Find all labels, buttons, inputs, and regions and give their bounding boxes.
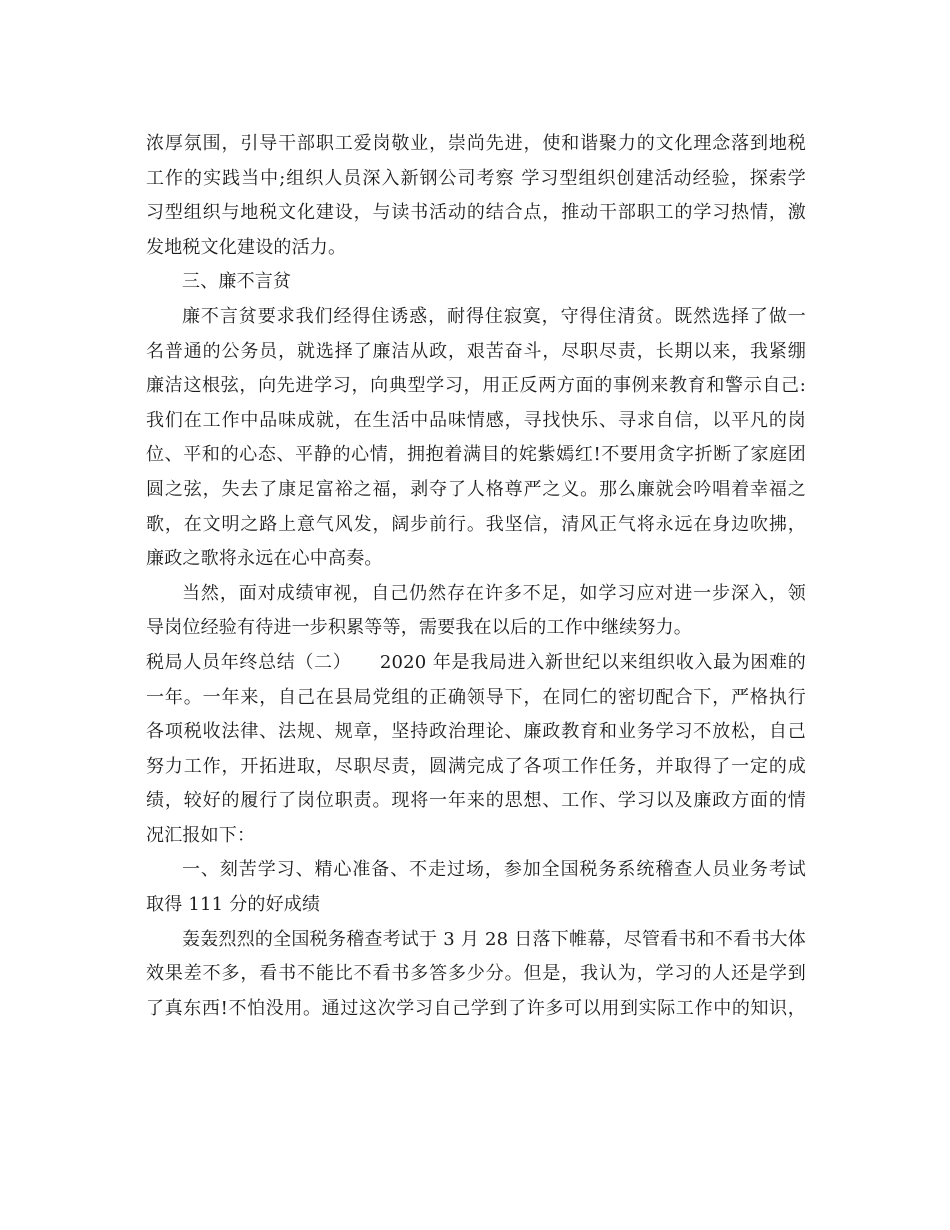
text-line: 努力工作，开拓进取，尽职尽责，圆满完成了各项工作任务，并取得了一定的成 xyxy=(146,755,806,777)
text-line: 歌，在文明之路上意气风发，阔步前行。我坚信，清风正气将永远在身边吹拂， xyxy=(146,513,806,535)
text-line: 廉政之歌将永远在心中高奏。 xyxy=(146,548,383,570)
text-line: 浓厚氛围，引导干部职工爱岗敬业，崇尚先进，使和谐聚力的文化理念落到地税 xyxy=(146,133,806,154)
text-line: 三、廉不言贫 xyxy=(182,271,292,293)
document-body xyxy=(146,127,806,1026)
text-line: 税局人员年终总结（二） 2020 年是我局进入新世纪以来组织收入最为困难的 xyxy=(146,651,806,673)
text-line: 圆之弦，失去了康足富裕之福，剥夺了人格尊严之义。那么廉就会吟唱着幸福之 xyxy=(146,478,806,500)
text-line: 当然，面对成绩审视，自己仍然存在许多不足，如学习应对进一步深入，领 xyxy=(182,582,806,604)
text-line: 廉洁这根弦，向先进学习，向典型学习，用正反两方面的事例来教育和警示自己: xyxy=(146,375,806,397)
text-line: 效果差不多，看书不能比不看书多答多少分。但是，我认为，学习的人还是学到 xyxy=(146,963,806,985)
text-line: 名普通的公务员，就选择了廉洁从政，艰苦奋斗，尽职尽责，长期以来，我紧绷 xyxy=(146,340,806,362)
text-line: 工作的实践当中;组织人员深入新钢公司考察 学习型组织创建活动经验，探索学 xyxy=(146,167,806,189)
text-line: 况汇报如下： xyxy=(146,824,256,846)
text-line: 取得 111 分的好成绩 xyxy=(146,894,321,916)
text-line: 发地税文化建设的活力。 xyxy=(146,236,347,258)
text-line: 各项税收法律、法规、规章，坚持政治理论、廉政教育和业务学习不放松，自己 xyxy=(146,721,806,743)
text-line: 廉不言贫要求我们经得住诱惑，耐得住寂寞，守得住清贫。既然选择了做一 xyxy=(182,305,806,327)
text-line: 习型组织与地税文化建设，与读书活动的结合点，推动干部职工的学习热情，激 xyxy=(146,202,806,224)
text-line: 了真东西!不怕没用。通过这次学习自己学到了许多可以用到实际工作中的知识， xyxy=(146,997,806,1019)
text-line: 轰轰烈烈的全国税务稽查考试于 3 月 28 日落下帷幕，尽管看书和不看书大体 xyxy=(182,928,806,950)
text-line: 绩，较好的履行了岗位职责。现将一年来的思想、工作、学习以及廉政方面的情 xyxy=(146,790,806,812)
text-line: 一、刻苦学习、精心准备、不走过场，参加全国税务系统稽查人员业务考试 xyxy=(182,859,806,881)
text-line: 我们在工作中品味成就，在生活中品味情感，寻找快乐、寻求自信，以平凡的岗 xyxy=(146,409,806,431)
text-line: 导岗位经验有待进一步积累等等，需要我在以后的工作中继续努力。 xyxy=(146,617,692,639)
text-line: 一年。一年来，自己在县局党组的正确领导下，在同仁的密切配合下，严格执行 xyxy=(146,686,806,708)
text-line: 位、平和的心态、平静的心情，拥抱着满目的姹紫嫣红!不要用贪字折断了家庭团 xyxy=(146,444,806,466)
